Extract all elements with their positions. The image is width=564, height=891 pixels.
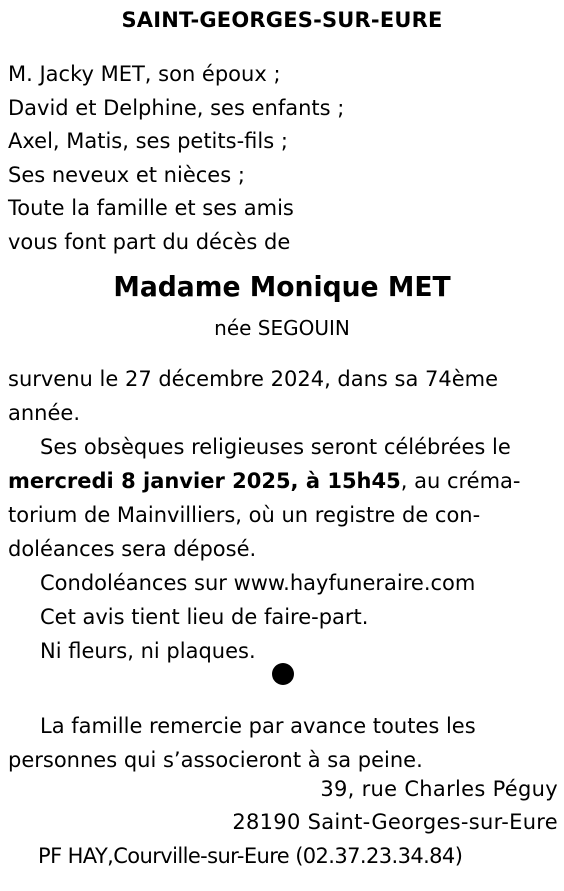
death-date-line-end: année. [8,401,81,425]
deceased-name: Madame Monique MET [113,270,451,303]
thanks-line: La famille remercie par avance toutes les [40,714,476,738]
funeral-date-line [8,464,556,498]
funeral-home-line: PF HAY,Courville-sur-Eure (02.37.23.34.84) [38,844,463,868]
flowers-line: Ni fleurs, ni plaques. [40,639,256,663]
mourner-line: David et Delphine, ses enfants ; [8,95,345,120]
condolences-line: Condoléances sur www.hayfuneraire.com [40,571,476,595]
funeral-line: torium de Mainvilliers, où un registre de con- [8,503,481,527]
mourner-line: Ses neveux et nièces ; [8,162,245,187]
funeral-date-time: mercredi 8 janvier 2025, à 15h45 [8,469,401,493]
separator-bullet-icon [272,663,294,685]
thanks-block [8,709,556,777]
maiden-name: née SEGOUIN [214,316,350,340]
location-heading: SAINT-GEORGES-SUR-EURE [121,8,443,32]
notice-statement: Cet avis tient lieu de faire-part. [40,605,369,629]
thanks-line: personnes qui s’associeront à sa peine. [8,748,423,772]
mourner-line: Axel, Matis, ses petits-fils ; [8,129,288,153]
funeral-line: doléances sera déposé. [8,537,257,561]
mourner-line: vous font part du décès de [8,229,291,254]
mourners-list [8,58,558,259]
death-date-line: survenu le 27 décembre 2024, dans sa 74ème [8,367,499,391]
mourner-line: Toute la famille et ses amis [8,196,294,220]
mourner-line: M. Jacky MET, son époux ; [8,62,281,86]
address-street: 39, rue Charles Péguy [320,777,558,801]
funeral-line: Ses obsèques religieuses seront célébrées le [40,435,511,459]
funeral-date-line-rest: , au créma- [400,469,521,493]
notice-body [8,362,556,668]
address-block [232,773,558,839]
address-city: 28190 Saint-Georges-sur-Eure [232,810,558,834]
